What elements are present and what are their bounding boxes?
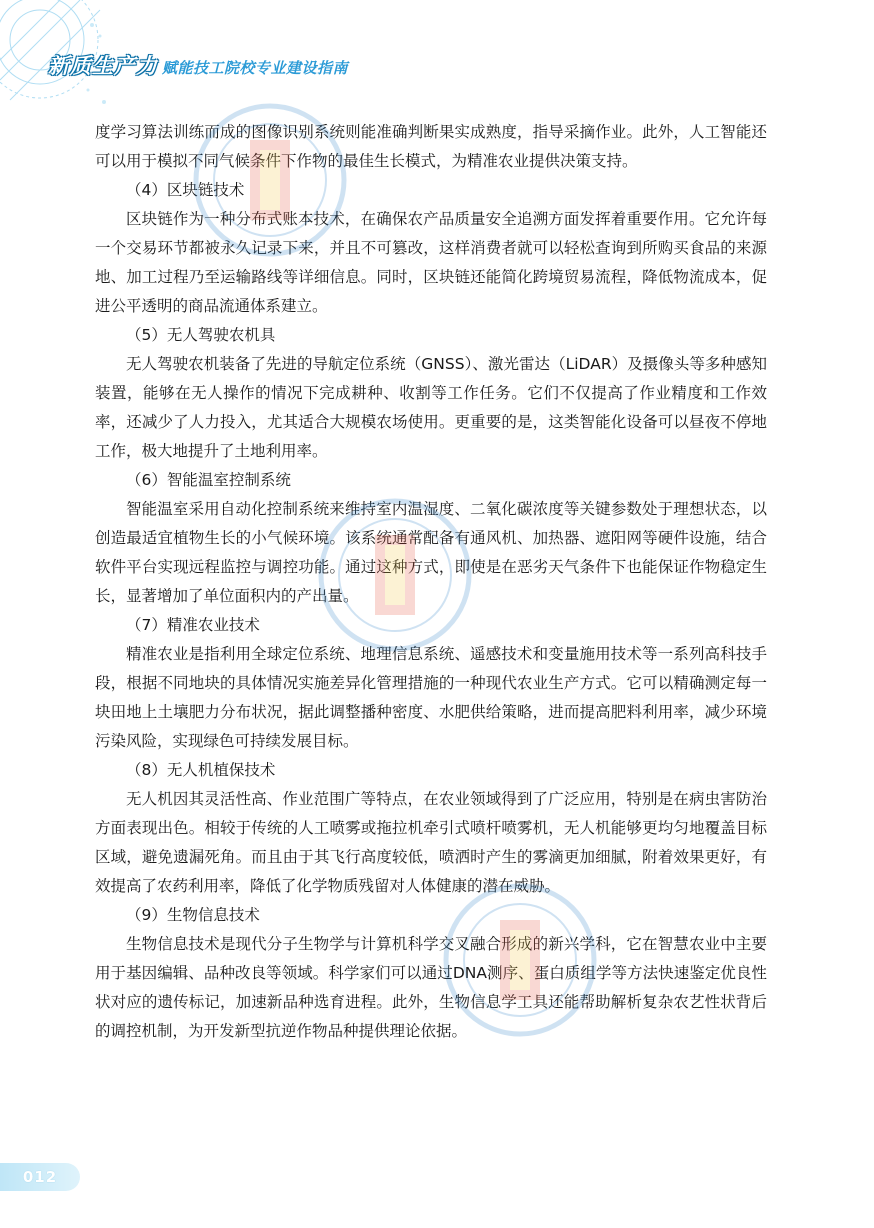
page-number-badge [0, 1163, 80, 1191]
paragraph-7: 精准农业是指利用全球定位系统、地理信息系统、遥感技术和变量施用技术等一系列高科技手段，根据不同地块的具体情况实施差异化管理措施的一种现代农业生产方式。它可以精确测定每一块田地上土壤肥力分布状况，据此调整播种密度、水肥供给策略，进而提高肥料利用率，减少环境污染风险，实现绿色可持续发展目标。 [95, 645, 767, 750]
header-title-sub: 赋能技工院校专业建设指南 [162, 59, 349, 77]
page-number: 012 [22, 1168, 58, 1186]
paragraph-4: 区块链作为一种分布式账本技术，在确保农产品质量安全追溯方面发挥着重要作用。它允许每一个交易环节都被永久记录下来，并且不可篡改，这样消费者就可以轻松查询到所购买食品的来源地、加工过程乃至运输路线等详细信息。同时，区块链还能简化跨境贸易流程，降低物流成本，促进公平透明的商品流通体系建立。 [95, 210, 767, 315]
section-heading-7: （7）精准农业技术 [126, 616, 260, 634]
section-heading-8: （8）无人机植保技术 [126, 761, 276, 779]
header-title-main: 新质生产力 [48, 54, 158, 78]
paragraph-8: 无人机因其灵活性高、作业范围广等特点，在农业领域得到了广泛应用，特别是在病虫害防治方面表现出色。相较于传统的人工喷雾或拖拉机牵引式喷杆喷雾机，无人机能够更均匀地覆盖目标区域，避免遗漏死角。而且由于其飞行高度较低，喷洒时产生的雾滴更加细腻，附着效果更好，有效提高了农药利用率，降低了化学物质残留对人体健康的潜在威胁。 [95, 790, 767, 895]
section-heading-6: （6）智能温室控制系统 [126, 471, 291, 489]
page-body [95, 118, 767, 1046]
running-header [48, 50, 348, 80]
paragraph-9: 生物信息技术是现代分子生物学与计算机科学交叉融合形成的新兴学科，它在智慧农业中主要用于基因编辑、品种改良等领域。科学家们可以通过DNA测序、蛋白质组学等方法快速鉴定优良性状对应的遗传标记，加速新品种选育进程。此外，生物信息学工具还能帮助解析复杂农艺性状背后的调控机制，为开发新型抗逆作物品种提供理论依据。 [95, 935, 767, 1040]
section-heading-5: （5）无人驾驶农机具 [126, 326, 276, 344]
paragraph-6: 智能温室采用自动化控制系统来维持室内温湿度、二氧化碳浓度等关键参数处于理想状态，以创造最适宜植物生长的小气候环境。该系统通常配备有通风机、加热器、遮阳网等硬件设施，结合软件平台实现远程监控与调控功能。通过这种方式，即使是在恶劣天气条件下也能保证作物稳定生长，显著增加了单位面积内的产出量。 [95, 500, 767, 605]
section-heading-4: （4）区块链技术 [126, 181, 245, 199]
section-heading-9: （9）生物信息技术 [126, 906, 260, 924]
paragraph-intro: 度学习算法训练而成的图像识别系统则能准确判断果实成熟度，指导采摘作业。此外，人工智能还可以用于模拟不同气候条件下作物的最佳生长模式，为精准农业提供决策支持。 [95, 123, 767, 170]
paragraph-5: 无人驾驶农机装备了先进的导航定位系统（GNSS）、激光雷达（LiDAR）及摄像头等多种感知装置，能够在无人操作的情况下完成耕种、收割等工作任务。它们不仅提高了作业精度和工作效率，还减少了人力投入，尤其适合大规模农场使用。更重要的是，这类智能化设备可以昼夜不停地工作，极大地提升了土地利用率。 [95, 355, 767, 460]
